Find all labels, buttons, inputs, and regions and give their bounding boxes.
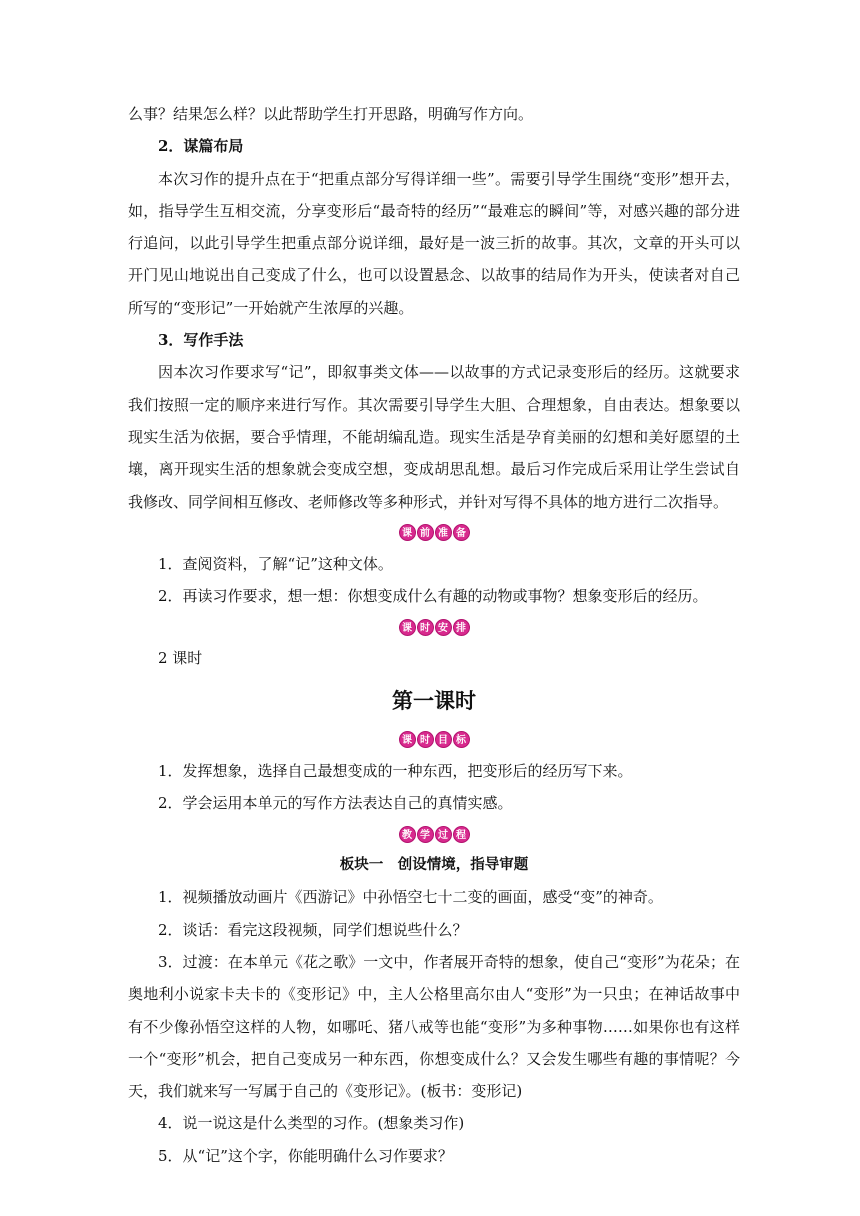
block-title: 板块一 创设情境，指导审题 bbox=[339, 857, 529, 874]
badge-char: 备 bbox=[453, 524, 470, 541]
process-item: 2．谈话：看完这段视频，同学们想说些什么？ bbox=[158, 920, 468, 939]
badge-preparation bbox=[128, 518, 740, 548]
section-body-layout: 本次习作的提升点在于“把重点部分写得详细一些”。需要引导学生围绕“变形”想开去，如，指导学生互相交流，分享变形后“最奇特的经历”“最难忘的瞬间”等，对感兴趣的部分进行追问，以此引导学生把重点部分说详细，最好是一波三折的故事。其次，文章的开头可以开门见山地说出自己变成了什么，也可以设置悬念、以故事的结局作为开头，使读者对自己所写的“变形记”一开始就产生浓厚的兴趣。 bbox=[128, 169, 740, 317]
badge-char: 标 bbox=[453, 731, 470, 748]
goal-item: 1．发挥想象，选择自己最想变成的一种东西，把变形后的经历写下来。 bbox=[158, 761, 633, 780]
intro-tail-text: 么事？结果怎么样？以此帮助学生打开思路，明确写作方向。 bbox=[128, 105, 534, 123]
section-heading-layout: 2．谋篇布局 bbox=[158, 137, 244, 156]
badge-schedule bbox=[128, 612, 740, 642]
process-item: 1．视频播放动画片《西游记》中孙悟空七十二变的画面，感受“变”的神奇。 bbox=[158, 888, 663, 907]
badge-char: 课 bbox=[399, 731, 416, 748]
badge-char: 目 bbox=[435, 731, 452, 748]
badge-char: 安 bbox=[435, 619, 452, 636]
schedule-text: 2 课时 bbox=[158, 649, 203, 668]
badge-char: 课 bbox=[399, 619, 416, 636]
goal-item: 2．学会运用本单元的写作方法表达自己的真情实感。 bbox=[158, 794, 513, 813]
process-item-transition: 3．过渡：在本单元《花之歌》一文中，作者展开奇特的想象，使自己“变形”为花朵；在奥地利小说家卡夫卡的《变形记》中，主人公格里高尔由人“变形”为一只虫；在神话故事中有不少像孙悟空这样的人物，如哪吒、猪八戒等也能“变形”为多种事物……如果你也有这样一个“变形”机会，把自己变成另一种东西，你想变成什么？又会发生哪些有趣的事情呢？今天，我们就来写一写属于自己的《变形记》。(板书：变形记) bbox=[128, 952, 740, 1101]
badge-char: 前 bbox=[417, 524, 434, 541]
prep-item: 2．再读习作要求，想一想：你想变成什么有趣的动物或事物？想象变形后的经历。 bbox=[158, 587, 708, 606]
badge-char: 程 bbox=[453, 826, 470, 843]
badge-char: 时 bbox=[417, 731, 434, 748]
lesson-title: 第一课时 bbox=[392, 688, 476, 713]
badge-char: 准 bbox=[435, 524, 452, 541]
badge-char: 排 bbox=[453, 619, 470, 636]
process-item: 4．说一说这是什么类型的习作。(想象类习作) bbox=[158, 1114, 465, 1133]
section-heading-technique: 3．写作手法 bbox=[158, 331, 244, 350]
badge-goals bbox=[128, 725, 740, 755]
badge-char: 课 bbox=[399, 524, 416, 541]
badge-process bbox=[128, 819, 740, 849]
badge-char: 学 bbox=[417, 826, 434, 843]
badge-char: 过 bbox=[435, 826, 452, 843]
badge-char: 时 bbox=[417, 619, 434, 636]
section-body-technique: 因本次习作要求写“记”，即叙事类文体——以故事的方式记录变形后的经历。这就要求我们按照一定的顺序来进行写作。其次需要引导学生大胆、合理想象，自由表达。想象要以现实生活为依据，要合乎情理，不能胡编乱造。现实生活是孕育美丽的幻想和美好愿望的土壤，离开现实生活的想象就会变成空想，变成胡思乱想。最后习作完成后采用让学生尝试自我修改、同学间相互修改、老师修改等多种形式，并针对写得不具体的地方进行二次指导。 bbox=[128, 363, 740, 511]
badge-char: 教 bbox=[399, 826, 416, 843]
page-content bbox=[128, 98, 740, 1172]
prep-item: 1．查阅资料，了解“记”这种文体。 bbox=[158, 554, 393, 573]
process-item: 5．从“记”这个字，你能明确什么习作要求？ bbox=[158, 1146, 453, 1165]
